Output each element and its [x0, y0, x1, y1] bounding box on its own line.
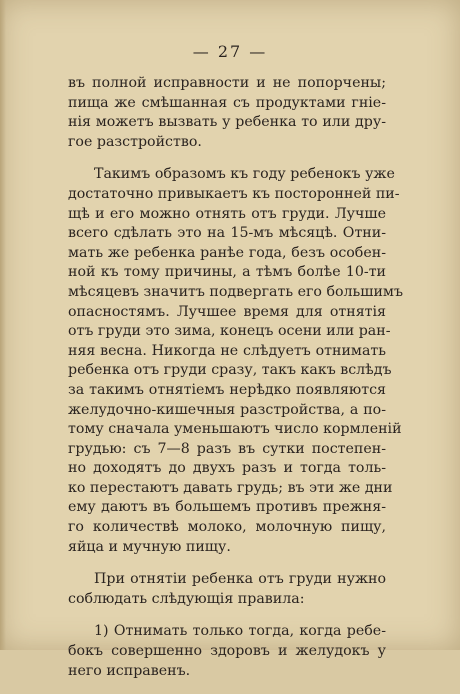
text-line: тому сначала уменьшаютъ число кормленій: [68, 421, 402, 438]
text-line: ребенка отъ груди сразу, такъ какъ вслѣдъ: [68, 362, 392, 379]
text-line: грудью: съ 7—8 разъ въ сутки постепен-: [68, 440, 386, 457]
text-line: въ полной исправности и не попорчены;: [68, 75, 386, 91]
text-line: опасностямъ. Лучшее время для отнятія: [68, 303, 386, 320]
text-line: бокъ совершенно здоровъ и желудокъ у: [68, 643, 386, 660]
text-line: 1) Отнимать только тогда, когда ребе-: [94, 623, 386, 640]
text-line: Такимъ образомъ къ году ребенокъ уже: [94, 166, 395, 183]
text-line: пища же смѣшанная съ продуктами гніе-: [68, 94, 386, 111]
text-line: но доходятъ до двухъ разъ и тогда толь-: [68, 460, 386, 477]
text-line: желудочно-кишечныя разстройства, а по-: [68, 401, 386, 418]
text-line: яйца и мучную пищу.: [68, 538, 231, 555]
text-line: него исправенъ.: [68, 662, 191, 679]
paragraph: [68, 570, 386, 609]
page-edge-shadow: [0, 0, 6, 650]
text-line: гое разстройство.: [68, 133, 202, 150]
text-line: щѣ и его можно отнять отъ груди. Лучше: [68, 205, 386, 222]
text-line: отъ груди это зима, конецъ осени или ран-: [68, 323, 391, 340]
text-line: соблюдать слѣдующія правила:: [68, 590, 305, 607]
text-line: При отнятіи ребенка отъ груди нужно: [94, 571, 386, 588]
text-line: ной къ тому причины, а тѣмъ болѣе 10-ти: [68, 264, 386, 281]
paragraph: [68, 165, 403, 557]
paragraph: [68, 74, 386, 152]
paragraph: [68, 622, 386, 681]
text-line: го количествѣ молоко, молочную пищу,: [68, 519, 386, 536]
text-line: мать же ребенка ранѣе года, безъ особен-: [68, 244, 386, 261]
text-line: няя весна. Никогда не слѣдуетъ отнимать: [68, 342, 386, 359]
body-text: [68, 74, 403, 694]
text-line: нія можетъ вызвать у ребенка то или дру-: [68, 114, 386, 131]
text-line: мѣсяцевъ значитъ подвергать его большимъ: [68, 283, 403, 300]
page-number: — 27 —: [192, 42, 268, 61]
text-line: ему даютъ въ большемъ противъ прежня-: [68, 499, 386, 516]
text-line: достаточно привыкаетъ къ посторонней пи-: [68, 185, 400, 202]
text-line: ко перестаютъ давать грудь; въ эти же дни: [68, 479, 393, 496]
text-line: за такимъ отнятіемъ нерѣдко появляются: [68, 381, 386, 398]
text-line: всего сдѣлать это на 15-мъ мѣсяцѣ. Отни-: [68, 225, 386, 242]
